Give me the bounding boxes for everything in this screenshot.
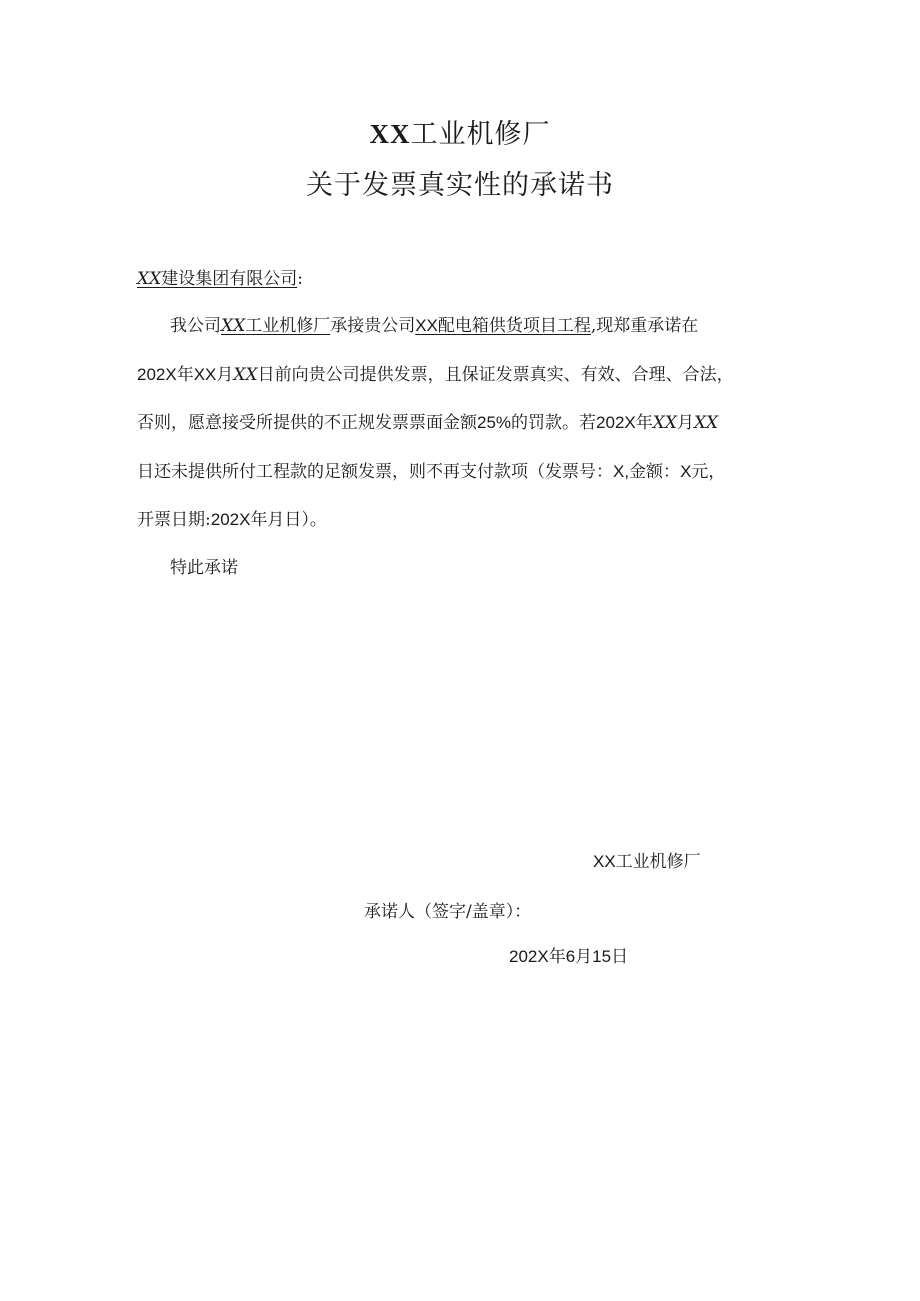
company-xx: XX bbox=[221, 316, 246, 336]
text-span: 元， bbox=[691, 462, 726, 482]
signature-company bbox=[593, 850, 701, 874]
salutation-colon: : bbox=[297, 269, 303, 289]
paragraph-line-3 bbox=[137, 411, 718, 435]
document-title-line2: 关于发票真实性的承诺书 bbox=[306, 170, 614, 201]
text-span: 开票日期: bbox=[137, 510, 211, 530]
date-day: 15 bbox=[592, 947, 612, 966]
text-span: 日前向贵公司提供发票，且保证发票真实、有效、合理、合法， bbox=[257, 365, 734, 385]
closing-statement: 特此承诺 bbox=[170, 558, 238, 578]
year-value: 202X bbox=[210, 510, 251, 529]
invoice-number: X, bbox=[613, 462, 630, 481]
text-span: 的罚款。若 bbox=[511, 413, 597, 433]
paragraph-line-2 bbox=[137, 363, 734, 387]
invoice-amount: X bbox=[680, 462, 692, 481]
project-name: 配电箱供货项目工程 bbox=[437, 316, 591, 336]
text-span: 我公司 bbox=[170, 316, 221, 336]
signature-company-xx: XX bbox=[593, 852, 616, 871]
salutation bbox=[137, 267, 303, 291]
month-value: XX bbox=[193, 365, 217, 384]
text-span: 月 bbox=[216, 365, 234, 385]
salutation-xx: XX bbox=[137, 269, 162, 289]
project-xx: XX bbox=[415, 316, 438, 335]
text-span: 否则，愿意接受所提供的不正规发票票面金额 bbox=[137, 413, 477, 433]
title-company-name: 工业机修厂 bbox=[410, 119, 551, 150]
text-span: 年 bbox=[548, 947, 566, 967]
text-span: 年 bbox=[635, 413, 653, 433]
company-name: 工业机修厂 bbox=[245, 316, 331, 336]
date-month: 6 bbox=[565, 947, 576, 966]
text-span: 日还未提供所付工程款的足额发票，则不再支付款项（发票号： bbox=[137, 462, 613, 482]
date-year: 202X bbox=[509, 947, 549, 966]
text-span: 月 bbox=[575, 947, 593, 967]
day-value: XX bbox=[233, 365, 258, 385]
text-span: 金额： bbox=[629, 462, 681, 482]
salutation-name: 建设集团有限公司 bbox=[161, 269, 298, 289]
year-value: 202X bbox=[596, 413, 636, 432]
signature-company-name: 工业机修厂 bbox=[615, 852, 701, 872]
penalty-percent: 25% bbox=[477, 413, 512, 432]
text-span: ,现郑重承诺在 bbox=[590, 316, 699, 336]
signature-date bbox=[509, 945, 628, 969]
text-span: 月 bbox=[676, 413, 694, 433]
year-value: 202X bbox=[137, 365, 177, 384]
text-span: 日 bbox=[611, 947, 629, 967]
title-company-prefix: XX bbox=[369, 119, 411, 149]
paragraph-line-4 bbox=[137, 460, 725, 484]
paragraph-line-1 bbox=[170, 314, 698, 338]
text-span: 年月日）。 bbox=[250, 510, 327, 530]
document-title-line1 bbox=[0, 114, 920, 155]
month-value: XX bbox=[652, 413, 677, 433]
text-span: 年 bbox=[176, 365, 194, 385]
day-value: XX bbox=[693, 413, 719, 433]
paragraph-line-5 bbox=[137, 508, 327, 532]
text-span: 承接贵公司 bbox=[330, 316, 416, 336]
signer-line: 承诺人（签字/盖章）： bbox=[364, 902, 532, 922]
